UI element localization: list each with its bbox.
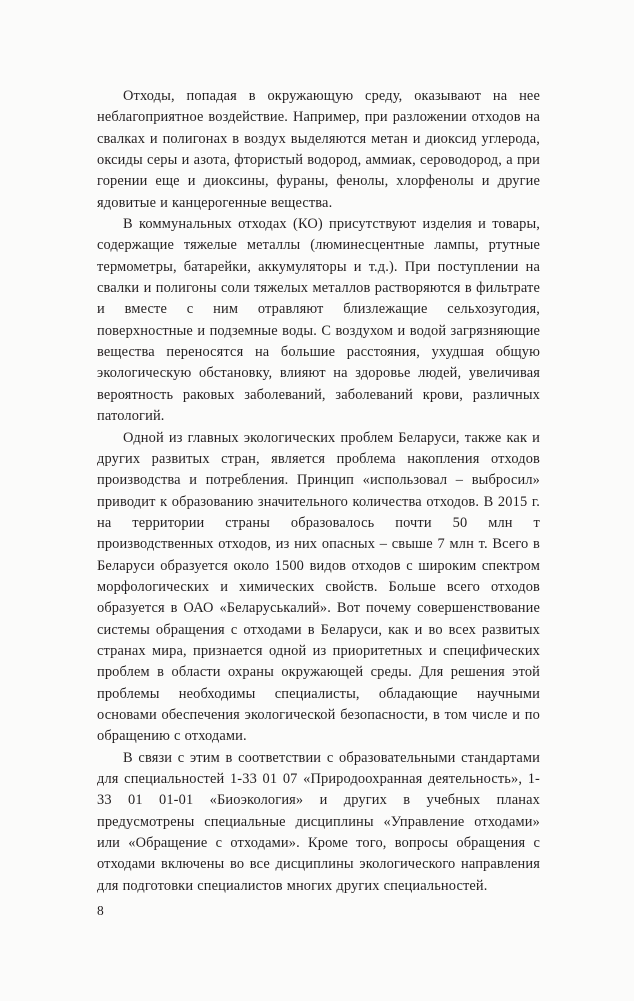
page-number: 8 xyxy=(97,903,104,918)
paragraph: Отходы, попадая в окружающую среду, оказывают на нее неблагоприятное воздействие. Например, при разложении отходов на свалках и полигонах в воздух выделяются метан и диоксид углерода, оксиды серы и азота, фтористый водород, аммиак, сероводород, а при горении еще и диоксины, фураны, фенолы, хлорфенолы и другие ядовитые и канцерогенные вещества. xyxy=(97,88,540,211)
body-text-column xyxy=(97,86,540,897)
paragraph: В связи с этим в соответствии с образовательными стандартами для специальностей 1-33 01 07 «Природоохранная деятельность», 1-33 01 01-01 «Биоэкология» и других в учебных планах предусмотрены специальные дисциплины «Управление отходами» или «Обращение с отходами». Кроме того, вопросы обращения с отходами включены во все дисциплины экологического направления для подготовки специалистов многих других специальностей. xyxy=(97,749,540,894)
paragraph: Одной из главных экологических проблем Беларуси, также как и других развитых стран, является проблема накопления отходов производства и потребления. Принцип «использовал – выбросил» приводит к образованию значительного количества отходов. В 2015 г. на территории страны образовалось почти 50 млн т производственных отходов, из них опасных – свыше 7 млн т. Всего в Беларуси образуется около 1500 видов отходов с широким спектром морфологических и химических свойств. Больше всего отходов образуется в ОАО «Беларуськалий». Вот почему совершенствование системы обращения с отходами в Беларуси, как и во всех развитых странах мира, признается одной из приоритетных и специфических проблем в области охраны окружающей среды. Для решения этой проблемы необходимы специалисты, обладающие научными основами обеспечения экологической безопасности, в том числе и по обращению с отходами. xyxy=(97,429,540,745)
paragraph: В коммунальных отходах (КО) присутствуют изделия и товары, содержащие тяжелые металлы (люминесцентные лампы, ртутные термометры, батарейки, аккумуляторы и т.д.). При поступлении на свалки и полигоны соли тяжелых металлов растворяются в фильтрате и вместе с ним отравляют близлежащие сельхозугодия, поверхностные и подземные воды. С воздухом и водой загрязняющие вещества переносятся на большие расстояния, ухудшая общую экологическую обстановку, влияют на здоровье людей, увеличивая вероятность раковых заболеваний, заболеваний крови, различных патологий. xyxy=(97,216,540,425)
